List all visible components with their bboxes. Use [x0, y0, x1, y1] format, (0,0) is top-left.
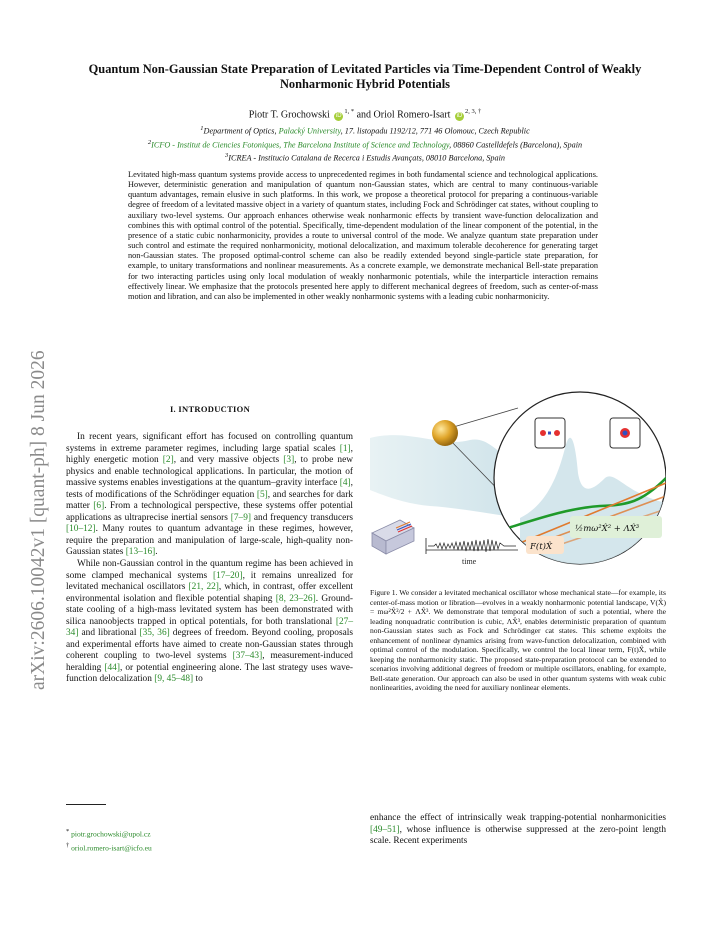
footnotes [66, 826, 152, 853]
affiliation-link[interactable]: ICFO - Institut de Ciencies Fotoniques, The Barcelona Institute of Science and Technology [151, 140, 450, 150]
arxiv-id: arXiv:2606.10042v1 [quant-ph] 8 Jun 2026 [28, 350, 49, 690]
potential-label: ½mω²X̂² + ΛX̂³ [575, 524, 640, 534]
affiliations [60, 123, 670, 164]
figure-illustration [370, 378, 666, 578]
author-marks: 1, * [344, 108, 355, 115]
email-link[interactable]: oriol.romero-isart@icfo.eu [71, 843, 152, 852]
section-heading: I. INTRODUCTION [169, 404, 251, 414]
orcid-icon[interactable]: iD [335, 113, 342, 120]
arxiv-stamp [14, 250, 54, 690]
citation-link[interactable]: [17–20] [213, 570, 243, 581]
paper-title: Quantum Non-Gaussian State Preparation of Levitated Particles via Time-Dependent Control of Weakly Nonharmonic Hybrid Potentials [88, 62, 642, 91]
affiliation-link[interactable]: Palacký University [278, 126, 341, 136]
footnote: * piotr.grochowski@upol.cz [66, 828, 151, 839]
citation-link[interactable]: [35, 36] [139, 628, 170, 639]
figure-1 [370, 378, 666, 578]
citation-link[interactable]: [9, 45–48] [154, 674, 194, 685]
intro-left-column [66, 432, 353, 686]
paragraph: While non-Gaussian control in the quantum regime has been achieved in some clamped mechanical systems [17–20], it remains unrealized for levitated mechanical oscillators [21, 22], which, in contrast, offer excellent environmental isolation and flexible potential shaping [8, 23–26]. Ground-state cooling of a high-mass levitated system has been demonstrated with silica nanoobjects trapped in optical potentials, for both translational [27–34] and librational [35, 36] degrees of freedom. Beyond cooling, proposals and experimental efforts have aimed to create non-Gaussian states through coherent coupling to two-level systems [37–43], measurement-induced heralding [44], or potential engineering alone. The last strategy uses wave-function delocalization [9, 45–48] to [66, 559, 354, 685]
author-name: Piotr T. Grochowski [248, 109, 330, 121]
intro-right-column: enhance the effect of intrinsically weak trapping-potential nonharmonicities [49–51], whose influence is otherwise suppressed at the zero-point length scale. Recent experiments [370, 813, 666, 847]
citation-link[interactable]: [10–12] [66, 524, 96, 535]
abstract: Levitated high-mass quantum systems provide access to unprecedented regimes in both fundamental science and technological applications. However, deterministic generation and manipulation of quantum non-Gaussian states, which are central to many continuous-variable quantum advantages, remain elusive in such platforms. In this work, we propose a theoretical protocol for preparing a continuous-variable degree of freedom of a levitated massive object in a variety of quantum states, including Fock and Schrödinger cat states, without coupling to auxiliary two-level systems. Our approach enhances otherwise weak nonharmonic effects by transient wave-function delocalization and combines this with optimal control of the potential. Specifically, time-dependent modulation of the linear component of the potential, in the presence of a static cubic nonharmonicity, provides a route to universal control of the mode. We analyze quantum state preparation under such control and estimate the required nonharmonicity, motional delocalization, and maximum tolerable decoherence for generating target non-Gaussian states. The proposed optimal-control scheme can also be readily extended beyond single-particle state preparation, for example, to unitary transformations and nonlinear measurements. As a concrete example, we demonstrate mechanical Bell-state preparation for two interacting particles using only local modulation of weakly nonharmonic potentials, while the interparticle interaction remains effectively linear. We emphasize that the protocols presented here apply to different mechanical degrees of freedom, such as center-of-mass motion and libration, and can also be implemented in other weakly nonharmonic systems with a leading cubic nonharmonicity. [128, 170, 598, 301]
citation-link[interactable]: [44] [104, 662, 120, 673]
zoom-line [450, 408, 518, 428]
paragraph: In recent years, significant effort has focused on controlling quantum systems in extreme parameter regimes, including large spatial scales [1], highly energetic motion [2], and very massive objects [3], to probe new physics and enable technological applications. In particular, the motion of massive systems enables investigations at the quantum–gravity interface [4], tests of modifications of the Schrödinger equation [5], and searches for dark matter [6]. From a technological perspective, these systems offer potential applications as ultraprecise inertial sensors [7–9] and frequency transducers [10–12]. Many routes to quantum advantage in these regimes, however, require the preparation and manipulation of large-scale, high-quality non-Gaussian states [13–16]. [66, 432, 353, 558]
citation-link[interactable]: [13–16] [125, 547, 156, 558]
author-line [70, 106, 660, 121]
citation-link[interactable]: [3] [283, 455, 295, 466]
author-conjunction: and [356, 109, 372, 121]
citation-link[interactable]: [8, 23–26] [275, 593, 316, 604]
levitated-particle [432, 420, 458, 446]
affiliation-line: $^3$ICREA - Institucio Catalana de Recerca i Estudis Avançats, 08010 Barcelona, Spain [225, 152, 505, 164]
citation-link[interactable]: [49–51] [370, 824, 400, 835]
affiliation-line: $^2$ICFO - Institut de Ciencies Fotoniques, The Barcelona Institute of Science and Technology, 08860 Castelldefels (Barcelona), Spain [147, 138, 583, 150]
email-link[interactable]: piotr.grochowski@upol.cz [71, 829, 151, 839]
footnote: † oriol.romero-isart@icfo.eu [66, 841, 152, 852]
time-label: time [462, 557, 477, 566]
author-marks: 2, 3, † [464, 108, 482, 115]
citation-link[interactable]: [7–9] [230, 512, 252, 523]
citation-link[interactable]: [5] [256, 489, 268, 500]
citation-link[interactable]: [2] [162, 455, 174, 466]
force-label: F(t)X̂ [530, 542, 552, 552]
citation-link[interactable]: [6] [93, 501, 105, 512]
citation-link[interactable]: [4] [339, 478, 351, 489]
signal-generator-icon [372, 520, 414, 554]
author-name: Oriol Romero-Isart [373, 109, 451, 121]
figure-caption: Figure 1. We consider a levitated mechanical oscillator whose mechanical state—for example, its center-of-mass motion or libration—evolves in a weakly nonharmonic potential landscape, V(X̂) = mω²X̂²/2 + ΛX̂³. We demonstrate that temporal modulation of such a potential, where the leading nonquadratic contribution is cubic, ΛX̂³, enables deterministic preparation of quantum non-Gaussian states such as Fock and Schrödinger cat states. This scheme exploits the enhancement of nonlinear dynamics arising from wave-function delocalization, combined with optimal control of the modulation. Specifically, we control the local linear term, F(t)X̂, while keeping the nonharmonicity static. The proposed state-preparation protocol can be extended to scenarios involving additional degrees of freedom or multiple oscillators, enabling, for example, Bell-state generation. Our approach can also be used in other quantum systems with weak cubic nonlinearities, avoiding the need for auxiliary nonlinear elements. [370, 588, 666, 693]
citation-link[interactable]: [37–43] [232, 651, 263, 662]
footnote-rule [66, 804, 106, 805]
affiliation-line: $^1$Department of Optics, Palacký University, 17. listopadu 1192/12, 771 46 Olomouc, Czech Republic [200, 125, 530, 136]
orcid-icon[interactable]: iD [456, 113, 463, 120]
citation-link[interactable]: [27–34] [66, 616, 353, 639]
citation-link[interactable]: [1] [339, 443, 351, 454]
citation-link[interactable]: [21, 22] [188, 582, 219, 593]
